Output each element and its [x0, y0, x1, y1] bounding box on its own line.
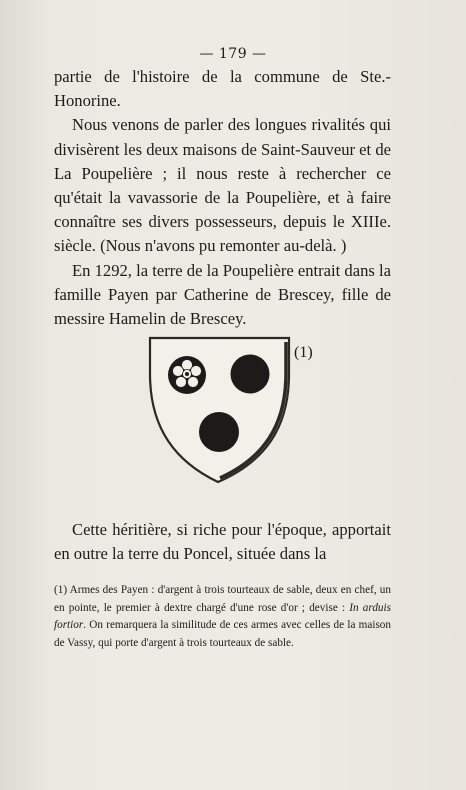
- paragraph: En 1292, la terre de la Poupelière entrait dans la famille Payen par Catherine de Brescey, fille de messire Hamelin de Brescey.: [54, 260, 391, 329]
- coat-of-arms: [146, 334, 296, 486]
- torteau: [199, 412, 239, 452]
- page-number: — 179 —: [199, 46, 267, 62]
- paragraph: Nous venons de parler des longues rivalités qui divisèrent les deux maisons de Saint-Sauveur et de La Poupelière ; il nous reste à rechercher ce qu'était la vavassorie de la Poupelière, et à faire connaître ses divers possesseurs, depuis le XIIIe. siècle. (Nous n'avons pu remonter au-delà. ): [54, 115, 391, 256]
- footnote-marker: (1): [294, 344, 313, 361]
- footnote-part: . On remarquera la similitude de ces armes avec celles de la maison de Vassy, qui porte d'argent à trois tourteaux de sable.: [54, 619, 391, 649]
- footnote-part: (1) Armes des Payen : d'argent à trois tourteaux de sable, deux en chef, un en pointe, le premier à dextre chargé d'une rose d'or ; devise :: [54, 584, 391, 614]
- paragraph: partie de l'histoire de la commune de Ste.-Honorine.: [54, 67, 391, 111]
- rose-torteau: [168, 356, 206, 394]
- footnote-motto: In arduis fortior: [54, 601, 391, 632]
- main-text-top: [54, 65, 391, 331]
- footnote-text: [54, 582, 391, 652]
- main-text-bottom: [54, 518, 391, 566]
- footnote: [54, 582, 391, 652]
- shield-icon: [146, 334, 296, 486]
- torteau: [231, 355, 270, 394]
- paragraph: Cette héritière, si riche pour l'époque, apportait en outre la terre du Poncel, située dans la: [54, 520, 391, 564]
